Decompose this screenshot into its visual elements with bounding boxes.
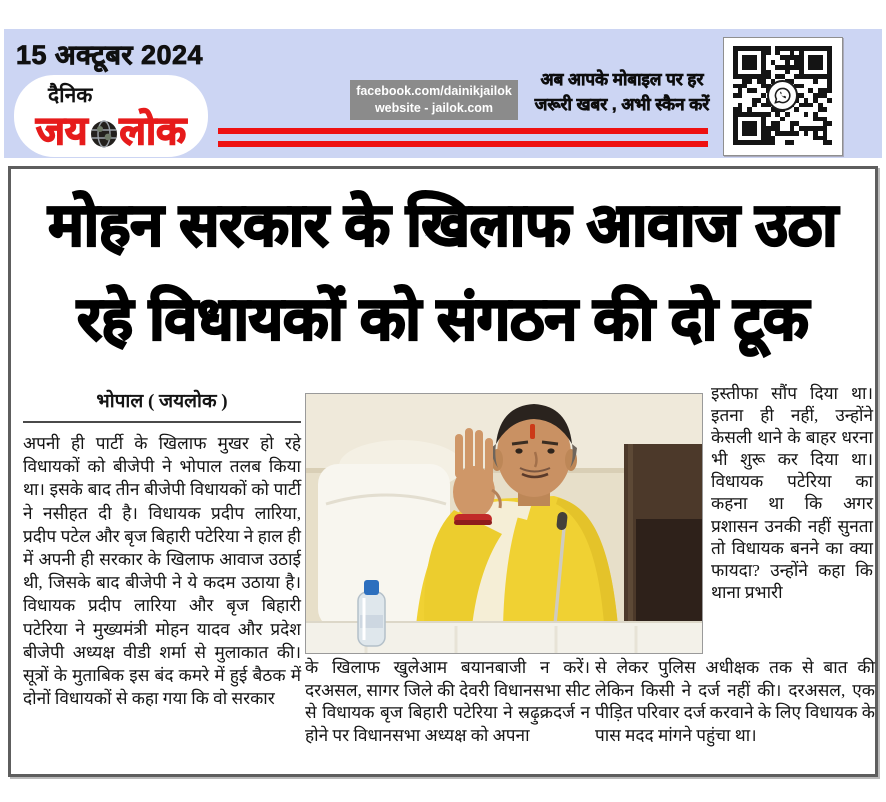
logo-word-right: लोक <box>119 110 187 153</box>
logo-prefix: दैनिक <box>48 84 93 107</box>
scan-prompt-line1: अब आपके मोबाइल पर हर <box>540 70 704 89</box>
qr-panel <box>723 37 843 156</box>
article-photo <box>305 393 703 654</box>
dateline: भोपाल ( जयलोक ) <box>96 391 228 412</box>
column-1-text: अपनी ही पार्टी के खिलाफ मुखर हो रहे विधायकों को बीजेपी ने भोपाल तलब किया था। इसके बाद तीन बीजेपी विधायकों को पार्टी ने नसीहत दी है। विधायक प्रदीप लारिया, प्रदीप पटेल और बृज बिहारी पटेरिया ने हाल ही में अपनी ही सरकार के खिलाफ आवाज उठाई थी, जिसके बाद बीजेपी ने ये कदम उठाया है। विधायक प्रदीप लारिया और बृज बिहारी पटेरिया ने मुख्यमंत्री मोहन यादव और प्रदेश बीजेपी अध्यक्ष वीडी शर्मा से मुलाकात की। सूत्रों के मुताबिक इस बंद कमरे में हुई बैठक में दोनों विधायकों से कहा गया कि वो सरकार <box>23 434 301 709</box>
logo-wordmark <box>14 103 208 158</box>
scan-prompt <box>524 67 720 117</box>
article <box>8 166 878 777</box>
contact-box <box>350 80 518 120</box>
newspaper-logo <box>14 75 208 157</box>
whatsapp-icon <box>767 80 798 111</box>
headline-line2: रहे विधायकों को संगठन की दो टूक <box>77 286 809 352</box>
column-3-bottom-text: से लेकर पुलिस अधीक्षक तक से बात की लेकिन किसी ने दर्ज नहीं की। दरअसल, एक पीड़ित परिवार दर्ज करवाने के लिए विधायक के पास मदद मांगने पहुंचा था। <box>595 658 875 745</box>
facebook-url: facebook.com/dainikjailok <box>356 84 512 98</box>
column-3-beside-photo <box>711 383 873 604</box>
column-2-text: के खिलाफ खुलेआम बयानबाजी न करें। दरअसल, सागर जिले की देवरी विधानसभा सीट से विधायक बृज बिहारी पटेरिया ने स्रढ़ुक्रदर्ज न होने पर विधानसभा अध्यक्ष को अपना <box>305 658 590 745</box>
column-2-below-photo <box>305 657 590 747</box>
website-url: website - jailok.com <box>374 101 494 115</box>
column-1 <box>23 383 301 710</box>
masthead-rule-bottom <box>218 141 708 147</box>
dateline-rule <box>23 421 301 423</box>
headline-line1: मोहन सरकार के खिलाफ आवाज उठा <box>48 192 838 258</box>
edition-date: 15 अक्टूबर 2024 <box>16 40 204 70</box>
column-3-below-photo <box>595 657 875 747</box>
article-body <box>11 383 875 769</box>
column-3-top-text: इस्तीफा सौंप दिया था। इतना ही नहीं, उन्होंने केसली थाने के बाहर धरना भी शुरू कर दिया था। विधायक पटेरिया का कहना था कि अगर प्रशासन उनकी नहीं सुनता तो विधायक बनने का क्या फायदा? उन्होंने कहा कि थाना प्रभारी <box>711 384 873 602</box>
logo-word-left: जय <box>35 110 88 153</box>
masthead <box>4 29 882 158</box>
scan-prompt-line2: जरूरी खबर , अभी स्कैन करें <box>534 95 710 114</box>
masthead-rule-top <box>218 128 708 134</box>
globe-icon <box>90 114 118 158</box>
